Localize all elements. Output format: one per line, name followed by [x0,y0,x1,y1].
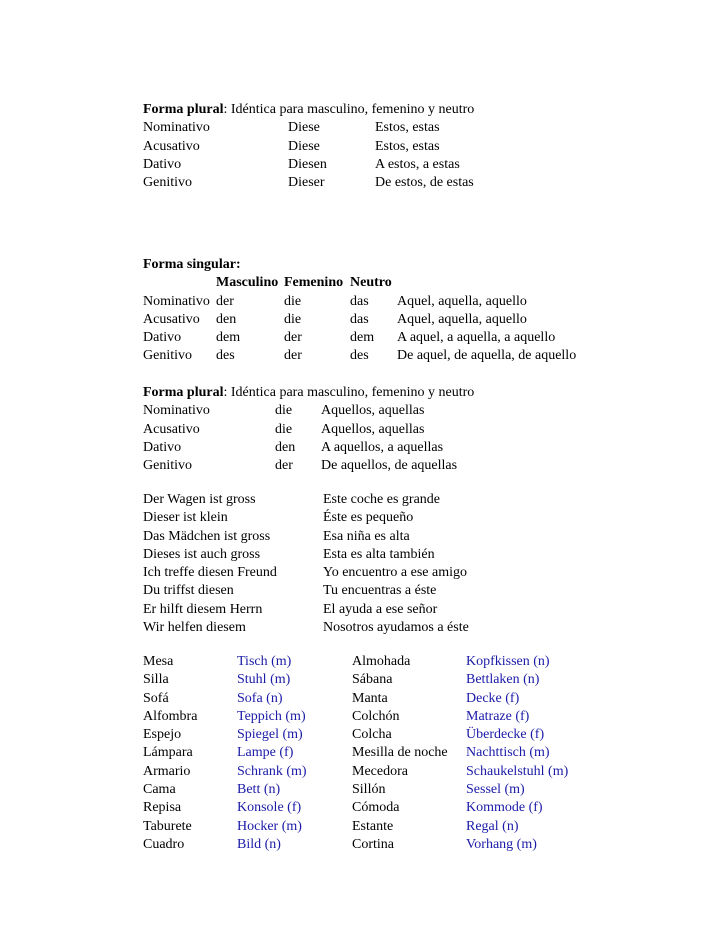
neut-cell: dem [350,330,375,346]
german-word: Matraze (f) [466,708,530,724]
fem-cell: der [284,330,302,346]
spanish-word: Colcha [352,727,392,743]
spanish-word: Espejo [143,727,182,743]
case-cell: Genitivo [143,175,192,191]
german-word: Sessel (m) [466,782,525,798]
spanish-cell: Estos, estas [375,120,440,136]
section-heading [143,384,474,402]
singular-section [143,256,577,366]
german-cell: die [275,403,293,419]
german-sentence: Das Mädchen ist gross [143,528,271,544]
german-word: Konsole (f) [237,800,302,816]
german-cell: Dieser [288,175,325,191]
german-sentence: Er hilft diesem Herrn [143,601,263,617]
spanish-word: Mesa [143,654,174,669]
spanish-cell: Aquel, aquella, aquello [397,311,527,327]
spanish-cell: Estos, estas [375,138,440,154]
german-word: Schrank (m) [237,763,307,779]
spanish-sentence: Yo encuentro a ese amigo [323,565,467,581]
table-row [143,347,577,365]
german-sentence: Der Wagen ist gross [143,492,256,507]
case-cell: Genitivo [143,348,192,364]
german-word: Schaukelstuhl (m) [466,763,569,779]
fem-cell: der [284,348,302,364]
table-row [143,329,556,347]
german-word: Stuhl (m) [237,672,291,688]
plural-section-2 [143,384,474,475]
german-word: Decke (f) [466,690,520,706]
case-cell: Dativo [143,330,182,346]
german-cell: die [275,421,293,437]
table-row [143,174,474,192]
german-word: Teppich (m) [237,708,306,724]
spanish-word: Cuadro [143,836,185,852]
spanish-word: Taburete [143,818,192,834]
neut-cell: das [350,311,369,327]
masc-cell: der [216,293,234,309]
german-word: Regal (n) [466,818,519,834]
spanish-word: Almohada [352,654,411,669]
spanish-word: Colchón [352,708,400,724]
german-word: Tisch (m) [237,654,292,669]
german-cell: Diese [288,138,320,154]
case-cell: Nominativo [143,120,210,136]
german-word: Kommode (f) [466,800,543,816]
spanish-word: Alfombra [143,708,198,724]
header-masculino: Masculino [216,275,279,291]
plural-section-1 [143,101,474,192]
case-cell: Nominativo [143,403,210,419]
spanish-word: Estante [352,818,394,834]
spanish-cell: Aquel, aquella, aquello [397,293,527,309]
german-sentence: Dieses ist auch gross [143,546,261,562]
fem-cell: die [284,311,302,327]
spanish-cell: A aquellos, a aquellas [321,439,444,455]
german-word: Nachttisch (m) [466,745,550,761]
spanish-sentence: Esa niña es alta [323,528,410,544]
neut-cell: des [350,348,369,364]
table-row [143,156,474,174]
masc-cell: den [216,311,237,327]
german-word: Hocker (m) [237,818,302,834]
german-cell: der [275,458,293,474]
spanish-sentence: Nosotros ayudamos a éste [323,620,469,636]
german-word: Überdecke (f) [466,727,545,743]
german-word: Bild (n) [237,836,281,852]
case-cell: Acusativo [143,311,200,327]
german-cell: den [275,439,296,455]
german-sentence: Du triffst diesen [143,583,234,599]
spanish-cell: Aquellos, aquellas [321,421,425,437]
german-cell: Diese [288,120,320,136]
spanish-word: Cortina [352,836,394,852]
spanish-sentence: Esta es alta también [323,546,435,562]
spanish-cell: De aquellos, de aquellas [321,458,458,474]
case-cell: Dativo [143,439,182,455]
table-row [143,311,527,329]
section-heading [143,256,241,274]
heading-bold: Forma plural [143,102,224,117]
german-sentence: Wir helfen diesem [143,620,246,636]
heading-bold: Forma plural [143,385,224,400]
case-cell: Acusativo [143,138,200,154]
fem-cell: die [284,293,302,309]
masc-cell: des [216,348,235,364]
spanish-cell: A estos, a estas [375,156,460,172]
heading-rest: : Idéntica para masculino, femenino y neutro [223,385,475,400]
spanish-cell: De estos, de estas [375,175,474,191]
spanish-word: Mecedora [352,763,408,779]
case-cell: Dativo [143,156,182,172]
german-word: Sofa (n) [237,690,283,706]
spanish-cell: De aquel, de aquella, de aquello [397,348,577,364]
table-row [143,457,474,475]
spanish-sentence: Tu encuentras a éste [323,583,437,599]
table-row [143,119,474,137]
german-word: Lampe (f) [237,745,294,761]
table-row [143,138,474,156]
spanish-cell: Aquellos, aquellas [321,403,425,419]
spanish-word: Cómoda [352,800,400,816]
table-row [143,293,527,311]
heading-bold: Forma singular: [143,257,241,272]
spanish-word: Lámpara [143,745,193,761]
german-word: Spiegel (m) [237,727,303,743]
spanish-cell: A aquel, a aquella, a aquello [397,330,556,346]
german-word: Kopfkissen (n) [466,654,550,669]
spanish-sentence: Éste es pequeño [323,510,414,526]
table-row [143,421,474,439]
german-sentence: Ich treffe diesen Freund [143,565,277,581]
spanish-sentence: El ayuda a ese señor [323,601,438,617]
header-femenino: Femenino [284,275,344,291]
neut-cell: das [350,293,369,309]
spanish-word: Silla [143,672,169,688]
spanish-word: Armario [143,763,191,779]
spanish-word: Sábana [352,672,393,688]
column-headers [143,274,392,292]
spanish-word: Mesilla de noche [352,745,448,761]
spanish-word: Sillón [352,782,386,798]
masc-cell: dem [216,330,241,346]
spanish-word: Cama [143,782,176,798]
german-word: Bett (n) [237,782,281,798]
heading-rest: : Idéntica para masculino, femenino y neutro [223,102,475,117]
case-cell: Nominativo [143,293,210,309]
german-cell: Diesen [288,156,327,172]
spanish-word: Sofá [143,690,169,706]
spanish-word: Repisa [143,800,182,816]
german-word: Vorhang (m) [466,836,537,852]
section-heading [143,101,474,119]
spanish-word: Manta [352,690,388,706]
table-row [143,402,474,420]
german-word: Bettlaken (n) [466,672,540,688]
table-row [143,439,474,457]
german-sentence: Dieser ist klein [143,510,228,526]
case-cell: Acusativo [143,421,200,437]
spanish-sentence: Este coche es grande [323,492,440,507]
header-neutro: Neutro [350,275,392,291]
case-cell: Genitivo [143,458,192,474]
